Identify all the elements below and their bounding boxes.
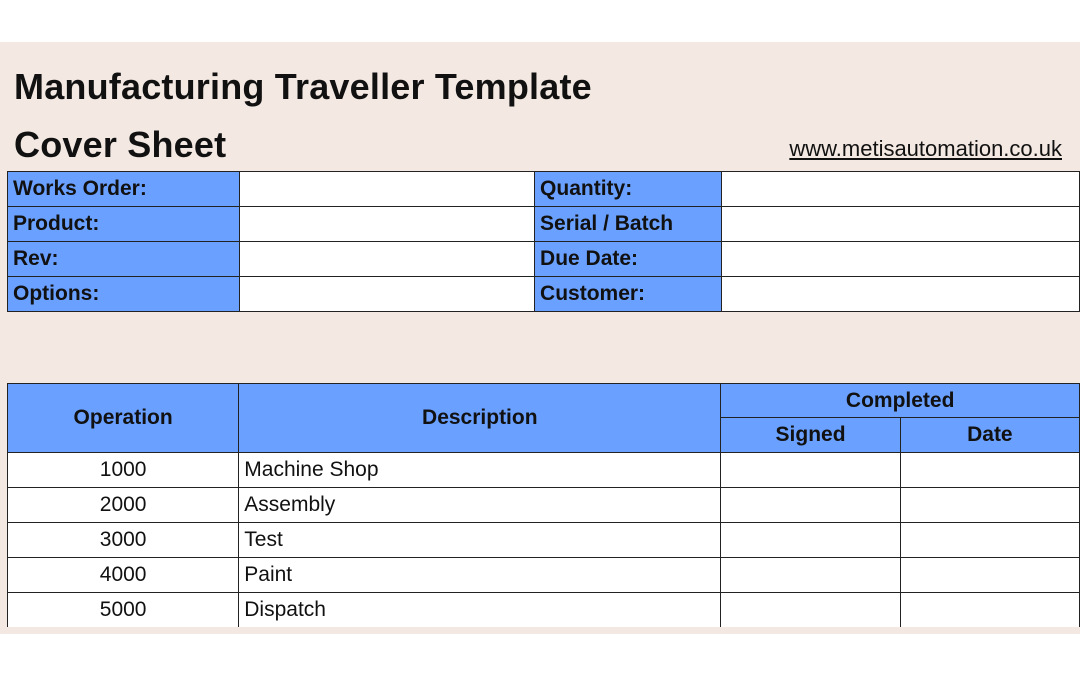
operation-description: Assembly bbox=[239, 488, 721, 523]
field-input-serial-batch[interactable] bbox=[721, 207, 1079, 242]
table-row bbox=[8, 523, 1080, 558]
field-input-rev[interactable] bbox=[239, 242, 535, 277]
date-cell[interactable] bbox=[900, 558, 1079, 593]
field-input-quantity[interactable] bbox=[721, 172, 1079, 207]
operation-number: 3000 bbox=[8, 523, 239, 558]
column-header-signed: Signed bbox=[721, 418, 900, 453]
field-label-product: Product: bbox=[8, 207, 240, 242]
operation-number: 1000 bbox=[8, 453, 239, 488]
table-row bbox=[8, 558, 1080, 593]
field-label-rev: Rev: bbox=[8, 242, 240, 277]
operation-description: Machine Shop bbox=[239, 453, 721, 488]
table-row bbox=[8, 488, 1080, 523]
field-input-due-date[interactable] bbox=[721, 242, 1079, 277]
operation-number: 2000 bbox=[8, 488, 239, 523]
table-row bbox=[8, 453, 1080, 488]
field-input-product[interactable] bbox=[239, 207, 535, 242]
column-header-operation: Operation bbox=[8, 384, 239, 453]
cover-sheet bbox=[0, 42, 1080, 634]
field-input-works-order[interactable] bbox=[239, 172, 535, 207]
field-label-quantity: Quantity: bbox=[535, 172, 722, 207]
date-cell[interactable] bbox=[900, 453, 1079, 488]
field-label-customer: Customer: bbox=[535, 277, 722, 312]
operation-description: Test bbox=[239, 523, 721, 558]
date-cell[interactable] bbox=[900, 523, 1079, 558]
operations-table bbox=[7, 383, 1080, 627]
field-input-options[interactable] bbox=[239, 277, 535, 312]
signed-cell[interactable] bbox=[721, 558, 900, 593]
signed-cell[interactable] bbox=[721, 523, 900, 558]
website-link[interactable]: www.metisautomation.co.uk bbox=[789, 136, 1062, 161]
page-title: Manufacturing Traveller Template bbox=[14, 66, 592, 107]
operation-number: 4000 bbox=[8, 558, 239, 593]
date-cell[interactable] bbox=[900, 488, 1079, 523]
info-row bbox=[8, 172, 1080, 207]
column-header-date: Date bbox=[900, 418, 1079, 453]
signed-cell[interactable] bbox=[721, 488, 900, 523]
field-label-works-order: Works Order: bbox=[8, 172, 240, 207]
page-subtitle: Cover Sheet bbox=[14, 124, 227, 165]
column-header-completed: Completed bbox=[721, 384, 1080, 418]
field-input-customer[interactable] bbox=[721, 277, 1079, 312]
info-row bbox=[8, 242, 1080, 277]
info-row bbox=[8, 277, 1080, 312]
operation-description: Paint bbox=[239, 558, 721, 593]
field-label-options: Options: bbox=[8, 277, 240, 312]
operation-description: Dispatch bbox=[239, 593, 721, 628]
table-header-row bbox=[8, 384, 1080, 418]
info-table bbox=[7, 171, 1080, 312]
column-header-description: Description bbox=[239, 384, 721, 453]
operation-number: 5000 bbox=[8, 593, 239, 628]
info-row bbox=[8, 207, 1080, 242]
field-label-serial-batch: Serial / Batch bbox=[535, 207, 722, 242]
table-row bbox=[8, 593, 1080, 628]
date-cell[interactable] bbox=[900, 593, 1079, 628]
signed-cell[interactable] bbox=[721, 593, 900, 628]
signed-cell[interactable] bbox=[721, 453, 900, 488]
field-label-due-date: Due Date: bbox=[535, 242, 722, 277]
